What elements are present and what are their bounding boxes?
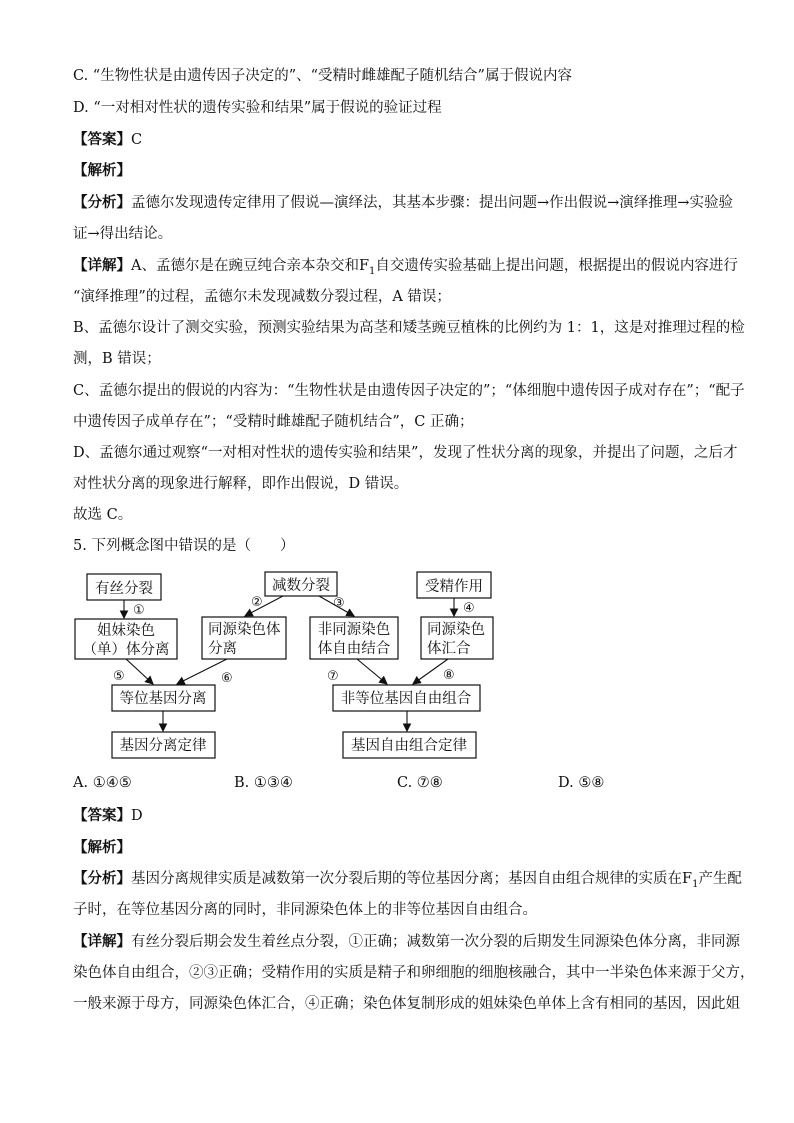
label-sister-1: 姐妹染色	[97, 623, 155, 639]
q4-fenxi-line-2: 证→得出结论。	[73, 226, 173, 242]
detail-tag: 【详解】	[73, 933, 131, 950]
analysis-tag: 【解析】	[73, 162, 131, 179]
q4-option-d: D. “一对相对性状的遗传实验和结果”属于假说的验证过程	[73, 100, 442, 116]
label-homolog-sep-1: 同源染色体	[208, 622, 281, 638]
q5-option-a: A. ①④⑤	[73, 775, 132, 791]
label-nonhomolog-2: 体自由结合	[317, 641, 391, 657]
q4-detail-d-line-2: 对性状分离的现象进行解释，即作出假说，D 错误。	[73, 476, 409, 492]
label-meiosis: 减数分裂	[272, 578, 330, 594]
q4-option-c: C. “生物性状是由遗传因子决定的”、“受精时雌雄配子随机结合”属于假说内容	[73, 68, 572, 84]
fenxi-text: 孟德尔发现遗传定律用了假说—演绎法，其基本步骤：提出问题→作出假说→演绎推理→实验验	[131, 195, 733, 211]
label-homolog-join-1: 同源染色	[427, 622, 485, 638]
q4-detail-a-line-2: “演绎推理”的过程，孟德尔未发现减数分裂过程，A 错误；	[73, 289, 451, 305]
q4-detail-c-line-2: 中遗传因子成单存在”；“受精时雌雄配子随机结合”，C 正确；	[73, 414, 474, 430]
arrow-7	[357, 659, 387, 684]
q4-detail-c-line-1: C、孟德尔提出的假说的内容为：“生物性状是由遗传因子决定的”；“体细胞中遗传因子成对存在”；“配子	[73, 383, 745, 399]
q5-fenxi-line-2: 子时，在等位基因分离的同时，非同源染色体上的非等位基因自由组合。	[73, 902, 537, 918]
q5-answer	[73, 806, 723, 826]
q5-detail-line-1	[73, 932, 740, 952]
marker-7: ⑦	[327, 669, 339, 684]
label-law-combination: 基因自由组合定律	[351, 738, 467, 754]
q5-option-b: B. ①③④	[234, 775, 293, 791]
marker-3: ③	[333, 596, 345, 611]
label-sister-2: （单）体分离	[82, 642, 170, 658]
q4-detail-b-line-1: B、孟德尔设计了测交实验，预测实验结果为高茎和矮茎豌豆植株的比例约为 1：1，这是对推理过程的检	[73, 320, 745, 336]
arrow-5	[126, 659, 153, 684]
label-homolog-sep-2: 分离	[208, 641, 237, 657]
detail-a-text-cont: 自交遗传实验基础上提出问题，根据提出的假说内容进行	[375, 258, 738, 274]
detail-tag: 【详解】	[73, 257, 131, 274]
q5-detail-line-2: 染色体自由组合，②③正确；受精作用的实质是精子和卵细胞的细胞核融合，其中一半染色体来源于父方，	[73, 965, 755, 981]
fenxi-tag: 【分析】	[73, 870, 131, 887]
detail-a-text: A、孟德尔是在豌豆纯合亲本杂交和F	[131, 258, 370, 274]
q4-conclusion: 故选 C。	[73, 507, 133, 523]
arrow-6	[177, 659, 227, 684]
answer-value: C	[131, 132, 143, 148]
q4-fenxi-line-1	[73, 193, 733, 213]
label-homolog-join-2: 体汇合	[427, 641, 471, 657]
marker-8: ⑧	[443, 668, 455, 683]
subscript: 1	[369, 265, 376, 277]
answer-value: D	[131, 808, 143, 824]
marker-1: ①	[133, 603, 145, 618]
q4-answer	[73, 130, 723, 150]
answer-tag: 【答案】	[73, 807, 131, 824]
q4-detail-a-line-1	[73, 256, 738, 282]
detail-text: 有丝分裂后期会发生着丝点分裂，①正确；减数第一次分裂的后期发生同源染色体分离，非同源	[131, 934, 740, 950]
marker-2: ②	[251, 595, 263, 610]
answer-tag: 【答案】	[73, 131, 131, 148]
subscript: 1	[692, 878, 699, 890]
q5-detail-line-3: 一般来源于母方，同源染色体汇合，④正确；染色体复制形成的姐妹染色单体上含有相同的基因，因此姐	[73, 996, 740, 1012]
fenxi-tag: 【分析】	[73, 194, 131, 211]
marker-4: ④	[463, 601, 475, 616]
q5-option-d: D. ⑤⑧	[558, 775, 605, 791]
label-mitosis: 有丝分裂	[95, 581, 153, 597]
q4-detail-b-line-2: 测，B 错误；	[73, 351, 161, 367]
marker-5: ⑤	[113, 669, 125, 684]
label-allele-separation: 等位基因分离	[119, 691, 207, 707]
fenxi-text-cont: 产生配	[698, 871, 742, 887]
label-nonhomolog-1: 非同源染色	[317, 622, 391, 638]
q5-fenxi-line-1	[73, 869, 742, 895]
fenxi-text: 基因分离规律实质是减数第一次分裂后期的等位基因分离；基因自由组合规律的实质在F	[131, 871, 693, 887]
label-fertilization: 受精作用	[425, 579, 483, 595]
q4-analysis-tag	[73, 161, 723, 181]
q4-detail-d-line-1: D、孟德尔通过观察“一对相对性状的遗传实验和结果”，发现了性状分离的现象，并提出了问题，之后才	[73, 445, 738, 461]
q5-analysis-tag	[73, 838, 723, 858]
label-law-separation: 基因分离定律	[119, 738, 207, 754]
analysis-tag: 【解析】	[73, 839, 131, 856]
label-nonallele-combination: 非等位基因自由组合	[340, 691, 472, 707]
concept-map	[65, 566, 495, 766]
marker-6: ⑥	[221, 671, 233, 686]
q5-stem: 5. 下列概念图中错误的是（ ）	[73, 538, 295, 554]
q5-option-c: C. ⑦⑧	[397, 775, 443, 791]
